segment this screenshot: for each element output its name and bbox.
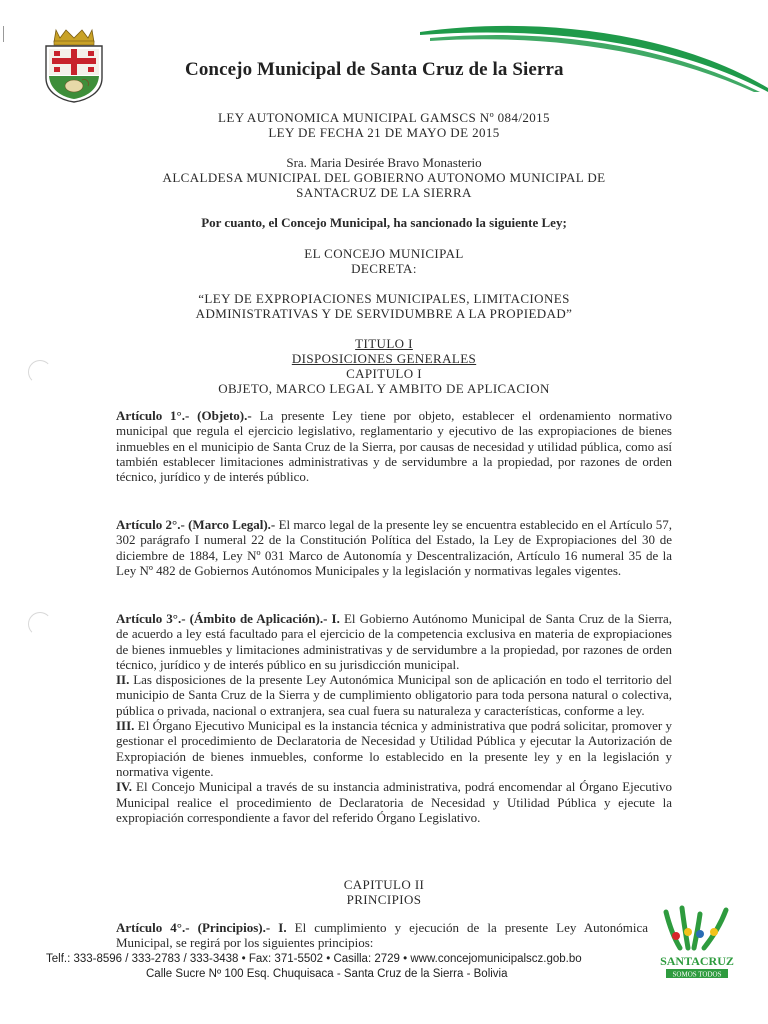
article-4-section-i-text: El cumplimiento y ejecución de la presente Ley Autonómica Municipal, se regirá por los siguientes principios:	[116, 920, 649, 951]
mayor-name: Sra. Maria Desirée Bravo Monasterio	[286, 155, 482, 170]
council-title: Concejo Municipal de Santa Cruz de la Sierra	[185, 59, 564, 80]
article-3-section-ii-text: Las disposiciones de la presente Ley Autonómica Municipal son de aplicación en todo el territorio del municipio de Santa Cruz de la Sierra y de cumplimiento obligatorio para toda persona natural o colectiva, pública o privada, nacional o extranjera, sea cual fuera su naturaleza y características, conforme a ley.	[116, 672, 673, 718]
article-3-section-iii-label: III.	[116, 718, 135, 734]
chapter-label: CAPITULO I	[346, 366, 422, 381]
logo-word-1: SANTACRUZ	[660, 954, 734, 968]
title-name: DISPOSICIONES GENERALES	[291, 351, 477, 366]
article-3-section-iii-text: El Órgano Ejecutivo Municipal es la instancia técnica y administrativa que podrá solicitar, promover y gestionar el procedimiento de Declaratoria de Necesidad y Utilidad Pública y ejecutar la Autorización de Expropiación de bienes inmuebles, conforme lo establecido en la presente ley y en la legislación y normativa vigente.	[116, 718, 672, 779]
article-1-heading: Artículo 1°.- (Objeto).-	[116, 408, 252, 423]
article-2-text: El marco legal de la presente ley se encuentra establecido en el Artículo 57, 302 parágrafo I numeral 22 de la Constitución Política del Estado, la Ley de Expropiaciones del 30 de diciembre de 1884, Ley Nº 031 Marco de Autonomía y Descentralización, Artículo 16 numeral 35 de la Ley Nº 482 de Gobiernos Autónomos Municipales y la legislación y normativas legales vigentes.	[116, 517, 672, 578]
footer-contact: Telf.: 333-8596 / 333-2783 / 333-3438 • Fax: 371-5502 • Casilla: 2729 • www.concejomunicipalscz.gob.bo	[46, 953, 582, 965]
santa-cruz-logo	[656, 904, 738, 982]
decree-line1: EL CONCEJO MUNICIPAL	[304, 246, 464, 261]
law-title-line1: “LEY DE EXPROPIACIONES MUNICIPALES, LIMITACIONES	[198, 291, 570, 306]
scan-edge-mark	[3, 26, 4, 42]
coat-of-arms-icon	[42, 24, 106, 104]
law-title-line2: ADMINISTRATIVAS Y DE SERVIDUMBRE A LA PROPIEDAD”	[195, 306, 573, 321]
chapter-name: OBJETO, MARCO LEGAL Y AMBITO DE APLICACION	[218, 381, 550, 396]
article-1	[116, 408, 672, 484]
mayor-title-line1: ALCALDESA MUNICIPAL DEL GOBIERNO AUTONOMO MUNICIPAL DE	[162, 170, 606, 185]
law-date: LEY DE FECHA 21 DE MAYO DE 2015	[268, 125, 500, 140]
article-3-section-ii-label: II.	[116, 672, 130, 688]
logo-word-2: SOMOS TODOS	[672, 970, 722, 979]
article-4-heading: Artículo 4°.- (Principios).-	[116, 920, 271, 935]
article-2-heading: Artículo 2°.- (Marco Legal).-	[116, 517, 276, 532]
title-label: TITULO I	[355, 336, 413, 351]
letterhead-swoosh	[420, 22, 768, 92]
chapter-2-name: PRINCIPIOS	[346, 892, 422, 907]
preamble: Por cuanto, el Concejo Municipal, ha sancionado la siguiente Ley;	[201, 215, 567, 230]
article-4	[116, 920, 648, 951]
article-3	[116, 611, 672, 825]
article-3-section-i-text: El Gobierno Autónomo Municipal de Santa Cruz de la Sierra, de acuerdo a ley está facultado para el ejercicio de la competencia exclusiva en materia de expropiaciones de bienes inmuebles y limitaciones administrativas y de servidumbre a la propiedad, por razones de orden técnico, jurídico y de interés público en su jurisdicción municipal.	[116, 611, 673, 672]
article-1-text: La presente Ley tiene por objeto, establecer el ordenamiento normativo municipal que regula el ejercicio legislativo, reglamentario y ejecutivo de las expropiaciones de bienes inmuebles en el municipio de Santa Cruz de la Sierra, por causas de necesidad y utilidad pública, como así también establecer limitaciones administrativas y de servidumbre a la propiedad, por razones de orden técnico, jurídico y de interés público.	[116, 408, 673, 485]
decree-line2: DECRETA:	[351, 261, 417, 276]
article-4-section-i-label: I.	[278, 920, 287, 935]
punch-hole-mark	[28, 360, 52, 384]
article-3-section-i-label: I.	[331, 611, 340, 626]
footer-address: Calle Sucre Nº 100 Esq. Chuquisaca - Santa Cruz de la Sierra - Bolivia	[146, 968, 508, 980]
article-2	[116, 517, 672, 578]
punch-hole-mark	[28, 612, 52, 636]
mayor-title-line2: SANTACRUZ DE LA SIERRA	[296, 185, 472, 200]
article-3-heading: Artículo 3°.- (Ámbito de Aplicación).-	[116, 611, 328, 626]
article-3-section-iv-text: El Concejo Municipal a través de su instancia administrativa, podrá encomendar al Órgano Ejecutivo Municipal realice el procedimiento de Declaratoria de Necesidad y Utilidad Pública y ejecute la expropiación correspondiente a favor del referido Órgano Legislativo.	[116, 779, 673, 825]
chapter-2-label: CAPITULO II	[343, 877, 425, 892]
law-number: LEY AUTONOMICA MUNICIPAL GAMSCS Nº 084/2015	[218, 110, 550, 125]
article-3-section-iv-label: IV.	[116, 779, 133, 795]
